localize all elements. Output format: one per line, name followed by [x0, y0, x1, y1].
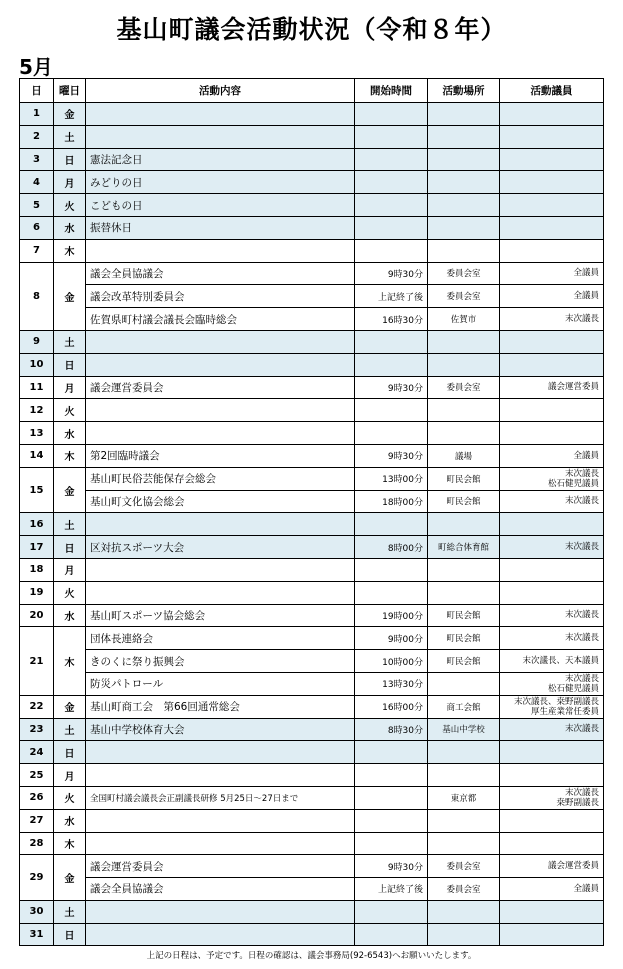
start-time	[355, 741, 428, 764]
start-time: 8時30分	[355, 718, 428, 741]
table-row	[20, 262, 604, 285]
activity-place: 町民会館	[428, 604, 500, 627]
activity-place: 東京都	[428, 786, 500, 809]
activity-members	[500, 422, 604, 445]
weekday-cell: 火	[54, 399, 86, 422]
table-row	[20, 900, 604, 923]
table-row	[20, 353, 604, 376]
activity-content: 基山町スポーツ協会総会	[86, 604, 355, 627]
start-time: 19時00分	[355, 604, 428, 627]
start-time	[355, 923, 428, 946]
activity-place: 委員会室	[428, 285, 500, 308]
activity-place: 佐賀市	[428, 308, 500, 331]
activity-content: 区対抗スポーツ大会	[86, 536, 355, 559]
start-time: 16時00分	[355, 695, 428, 718]
table-row	[20, 923, 604, 946]
activity-place	[428, 103, 500, 126]
activity-members: 末次議長 松石健児議員	[500, 672, 604, 695]
activity-content	[86, 353, 355, 376]
table-row	[20, 467, 604, 490]
activity-members	[500, 809, 604, 832]
start-time: 9時30分	[355, 262, 428, 285]
activity-content	[86, 923, 355, 946]
table-row	[20, 878, 604, 901]
activity-content: 基山町商工会 第66回通常総会	[86, 695, 355, 718]
table-row	[20, 627, 604, 650]
activity-content: 第2回臨時議会	[86, 444, 355, 467]
start-time	[355, 558, 428, 581]
activity-content: 基山町民俗芸能保存会総会	[86, 467, 355, 490]
activity-members: 末次議長	[500, 718, 604, 741]
activity-members	[500, 741, 604, 764]
day-cell: 3	[20, 148, 54, 171]
activity-content: 議会全員協議会	[86, 262, 355, 285]
table-row	[20, 672, 604, 695]
activity-members: 全議員	[500, 262, 604, 285]
activity-content: 基山町文化協会総会	[86, 490, 355, 513]
start-time: 13時30分	[355, 672, 428, 695]
activity-place: 町総合体育館	[428, 536, 500, 559]
weekday-cell: 水	[54, 216, 86, 239]
day-cell: 18	[20, 558, 54, 581]
day-cell: 28	[20, 832, 54, 855]
activity-content	[86, 832, 355, 855]
start-time	[355, 148, 428, 171]
activity-members	[500, 239, 604, 262]
activity-members: 末次議長 桒野副議長	[500, 786, 604, 809]
footer-note: 上記の日程は、予定です。日程の確認は、議会事務局(92-6543)へお願いいたします。	[146, 951, 477, 961]
table-row	[20, 399, 604, 422]
activity-content	[86, 513, 355, 536]
day-cell: 17	[20, 536, 54, 559]
activity-place	[428, 900, 500, 923]
activity-members	[500, 399, 604, 422]
activity-members	[500, 103, 604, 126]
activity-place	[428, 672, 500, 695]
weekday-cell: 月	[54, 764, 86, 787]
start-time: 18時00分	[355, 490, 428, 513]
activity-members: 議会運営委員	[500, 855, 604, 878]
start-time	[355, 764, 428, 787]
activity-members: 末次議長	[500, 627, 604, 650]
weekday-cell: 月	[54, 171, 86, 194]
start-time	[355, 900, 428, 923]
weekday-cell: 水	[54, 809, 86, 832]
activity-content	[86, 330, 355, 353]
weekday-cell: 火	[54, 786, 86, 809]
weekday-cell: 木	[54, 627, 86, 695]
start-time: 16時30分	[355, 308, 428, 331]
start-time	[355, 330, 428, 353]
weekday-cell: 日	[54, 741, 86, 764]
activity-members	[500, 171, 604, 194]
activity-content: 全国町村議会議長会正副議長研修 5月25日～27日まで	[86, 786, 355, 809]
weekday-cell: 土	[54, 125, 86, 148]
weekday-cell: 月	[54, 376, 86, 399]
table-row	[20, 513, 604, 536]
activity-place	[428, 171, 500, 194]
day-cell: 1	[20, 103, 54, 126]
day-cell: 6	[20, 216, 54, 239]
weekday-cell: 水	[54, 604, 86, 627]
day-cell: 16	[20, 513, 54, 536]
activity-place	[428, 581, 500, 604]
activity-place: 議場	[428, 444, 500, 467]
start-time: 9時30分	[355, 855, 428, 878]
day-cell: 25	[20, 764, 54, 787]
activity-place	[428, 832, 500, 855]
table-row	[20, 558, 604, 581]
start-time: 上記終了後	[355, 878, 428, 901]
day-cell: 30	[20, 900, 54, 923]
start-time	[355, 581, 428, 604]
table-row	[20, 695, 604, 718]
activity-content: 議会運営委員会	[86, 855, 355, 878]
day-cell: 26	[20, 786, 54, 809]
table-body	[20, 103, 604, 946]
weekday-cell: 木	[54, 239, 86, 262]
weekday-cell: 金	[54, 855, 86, 901]
activity-content: 議会改革特別委員会	[86, 285, 355, 308]
activity-content: 議会運営委員会	[86, 376, 355, 399]
table-row	[20, 376, 604, 399]
activity-members	[500, 581, 604, 604]
header-place: 活動場所	[428, 79, 500, 103]
table-row	[20, 855, 604, 878]
activity-place: 委員会室	[428, 855, 500, 878]
activity-place	[428, 216, 500, 239]
activity-members	[500, 900, 604, 923]
day-cell: 4	[20, 171, 54, 194]
activity-place	[428, 923, 500, 946]
activity-content: こどもの日	[86, 194, 355, 217]
activity-members	[500, 923, 604, 946]
weekday-cell: 日	[54, 353, 86, 376]
activity-place	[428, 148, 500, 171]
activity-content	[86, 103, 355, 126]
day-cell: 29	[20, 855, 54, 901]
table-row	[20, 604, 604, 627]
activity-members	[500, 353, 604, 376]
day-cell: 15	[20, 467, 54, 513]
activity-members	[500, 330, 604, 353]
day-cell: 19	[20, 581, 54, 604]
weekday-cell: 火	[54, 194, 86, 217]
day-cell: 11	[20, 376, 54, 399]
weekday-cell: 金	[54, 695, 86, 718]
activity-place	[428, 558, 500, 581]
activity-place	[428, 330, 500, 353]
activity-content: 防災パトロール	[86, 672, 355, 695]
weekday-cell: 日	[54, 148, 86, 171]
day-cell: 14	[20, 444, 54, 467]
activity-content	[86, 809, 355, 832]
activity-content	[86, 581, 355, 604]
weekday-cell: 金	[54, 467, 86, 513]
activity-place: 町民会館	[428, 650, 500, 673]
table-header-row	[20, 79, 604, 103]
table-row	[20, 490, 604, 513]
day-cell: 27	[20, 809, 54, 832]
header-members: 活動議員	[500, 79, 604, 103]
page-title: 基山町議会活動状況（令和８年）	[116, 15, 507, 44]
activity-place	[428, 194, 500, 217]
start-time	[355, 239, 428, 262]
weekday-cell: 火	[54, 581, 86, 604]
activity-members: 末次議長	[500, 308, 604, 331]
day-cell: 9	[20, 330, 54, 353]
activity-place: 町民会館	[428, 467, 500, 490]
activity-members	[500, 764, 604, 787]
start-time	[355, 786, 428, 809]
start-time: 9時00分	[355, 627, 428, 650]
start-time	[355, 809, 428, 832]
table-row	[20, 308, 604, 331]
start-time: 10時00分	[355, 650, 428, 673]
start-time	[355, 513, 428, 536]
table-row	[20, 786, 604, 809]
start-time	[355, 194, 428, 217]
activity-members: 末次議長	[500, 490, 604, 513]
activity-content	[86, 900, 355, 923]
start-time: 上記終了後	[355, 285, 428, 308]
activity-members: 末次議長、桒野副議長 厚生産業常任委員	[500, 695, 604, 718]
table-row	[20, 103, 604, 126]
month-label: 5月	[19, 55, 53, 79]
start-time	[355, 103, 428, 126]
start-time: 13時00分	[355, 467, 428, 490]
weekday-cell: 土	[54, 330, 86, 353]
table-row	[20, 239, 604, 262]
day-cell: 7	[20, 239, 54, 262]
activity-place: 町民会館	[428, 490, 500, 513]
activity-place	[428, 422, 500, 445]
activity-content	[86, 422, 355, 445]
activity-place	[428, 399, 500, 422]
weekday-cell: 土	[54, 513, 86, 536]
activity-content: みどりの日	[86, 171, 355, 194]
table-row	[20, 125, 604, 148]
activity-place	[428, 513, 500, 536]
activity-content	[86, 239, 355, 262]
activity-content	[86, 764, 355, 787]
weekday-cell: 金	[54, 103, 86, 126]
day-cell: 24	[20, 741, 54, 764]
weekday-cell: 月	[54, 558, 86, 581]
activity-place: 委員会室	[428, 262, 500, 285]
day-cell: 2	[20, 125, 54, 148]
table-row	[20, 650, 604, 673]
activity-content: 憲法記念日	[86, 148, 355, 171]
activity-content: 基山中学校体育大会	[86, 718, 355, 741]
weekday-cell: 木	[54, 832, 86, 855]
activity-members: 末次議長、天本議員	[500, 650, 604, 673]
start-time	[355, 125, 428, 148]
activity-content: 佐賀県町村議会議長会臨時総会	[86, 308, 355, 331]
activity-place: 委員会室	[428, 376, 500, 399]
weekday-cell: 金	[54, 262, 86, 330]
day-cell: 10	[20, 353, 54, 376]
activity-place	[428, 809, 500, 832]
table-row	[20, 809, 604, 832]
day-cell: 12	[20, 399, 54, 422]
activity-members: 末次議長 松石健児議員	[500, 467, 604, 490]
activity-content	[86, 741, 355, 764]
header-day: 日	[20, 79, 54, 103]
activity-members: 末次議長	[500, 604, 604, 627]
day-cell: 8	[20, 262, 54, 330]
start-time	[355, 171, 428, 194]
activity-members	[500, 194, 604, 217]
day-cell: 20	[20, 604, 54, 627]
activity-members: 全議員	[500, 285, 604, 308]
table-row	[20, 148, 604, 171]
activity-place	[428, 239, 500, 262]
activity-table	[19, 78, 604, 946]
activity-content	[86, 558, 355, 581]
activity-members	[500, 125, 604, 148]
activity-place: 委員会室	[428, 878, 500, 901]
activity-place	[428, 353, 500, 376]
day-cell: 21	[20, 627, 54, 695]
table-row	[20, 832, 604, 855]
activity-content	[86, 125, 355, 148]
table-row	[20, 422, 604, 445]
day-cell: 31	[20, 923, 54, 946]
weekday-cell: 日	[54, 923, 86, 946]
header-weekday: 曜日	[54, 79, 86, 103]
activity-place: 基山中学校	[428, 718, 500, 741]
day-cell: 13	[20, 422, 54, 445]
activity-place	[428, 125, 500, 148]
activity-content: 振替休日	[86, 216, 355, 239]
table-row	[20, 330, 604, 353]
header-content: 活動内容	[86, 79, 355, 103]
activity-members	[500, 148, 604, 171]
activity-members	[500, 216, 604, 239]
activity-place: 町民会館	[428, 627, 500, 650]
table-row	[20, 581, 604, 604]
start-time: 9時30分	[355, 444, 428, 467]
activity-content: 団体長連絡会	[86, 627, 355, 650]
day-cell: 22	[20, 695, 54, 718]
header-time: 開始時間	[355, 79, 428, 103]
activity-members: 全議員	[500, 444, 604, 467]
start-time	[355, 832, 428, 855]
start-time: 9時30分	[355, 376, 428, 399]
activity-members	[500, 513, 604, 536]
start-time	[355, 399, 428, 422]
day-cell: 5	[20, 194, 54, 217]
table-row	[20, 764, 604, 787]
activity-members	[500, 558, 604, 581]
table-row	[20, 444, 604, 467]
start-time	[355, 422, 428, 445]
activity-members: 全議員	[500, 878, 604, 901]
weekday-cell: 土	[54, 718, 86, 741]
activity-members	[500, 832, 604, 855]
table-row	[20, 216, 604, 239]
table-row	[20, 741, 604, 764]
activity-content	[86, 399, 355, 422]
table-row	[20, 285, 604, 308]
activity-content: きのくに祭り振興会	[86, 650, 355, 673]
start-time	[355, 353, 428, 376]
activity-place	[428, 764, 500, 787]
weekday-cell: 木	[54, 444, 86, 467]
weekday-cell: 土	[54, 900, 86, 923]
activity-members: 末次議長	[500, 536, 604, 559]
table-row	[20, 536, 604, 559]
day-cell: 23	[20, 718, 54, 741]
activity-place: 商工会館	[428, 695, 500, 718]
table-row	[20, 194, 604, 217]
activity-members: 議会運営委員	[500, 376, 604, 399]
table-row	[20, 718, 604, 741]
start-time	[355, 216, 428, 239]
start-time: 8時00分	[355, 536, 428, 559]
weekday-cell: 日	[54, 536, 86, 559]
activity-content: 議会全員協議会	[86, 878, 355, 901]
table-row	[20, 171, 604, 194]
weekday-cell: 水	[54, 422, 86, 445]
activity-place	[428, 741, 500, 764]
